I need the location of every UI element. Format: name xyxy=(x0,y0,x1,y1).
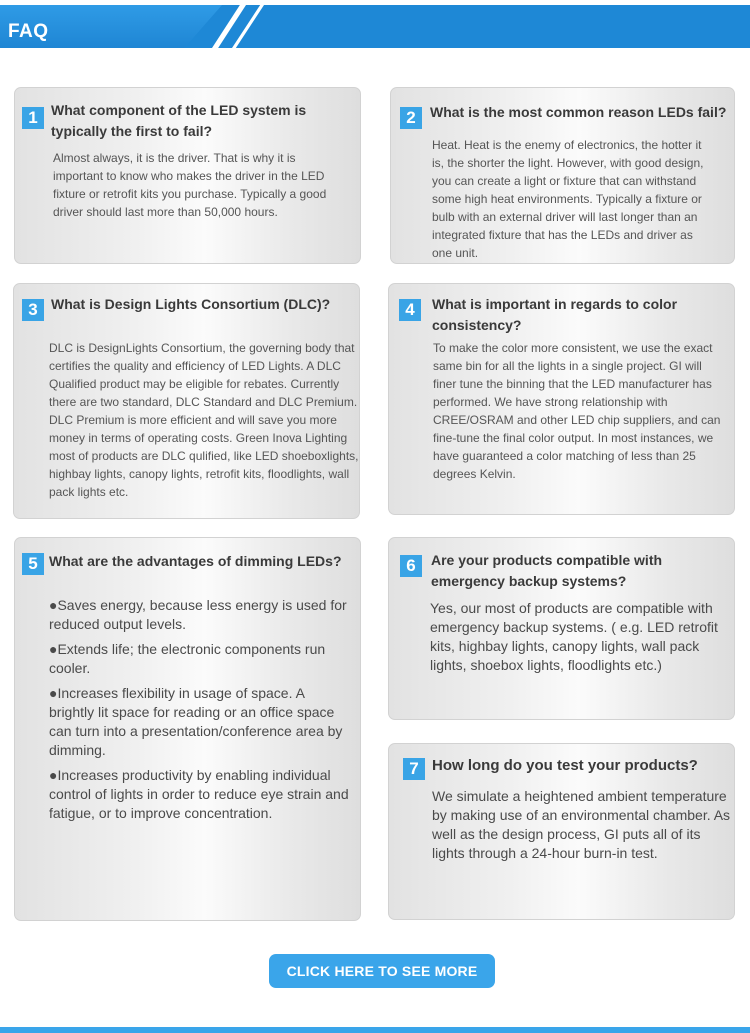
faq-card-1 xyxy=(14,87,361,264)
faq-number-badge: 5 xyxy=(22,553,44,575)
faq-question: Are your products compatible with emergency backup systems? xyxy=(431,552,663,589)
faq-number-badge: 3 xyxy=(22,299,44,321)
faq-answer-list xyxy=(49,596,349,823)
faq-number-badge: 4 xyxy=(399,299,421,321)
faq-answer: To make the color more consistent, we use the exact same bin for all the lights in a single project. GI will finer tune the binning that the LED manufacturer has performed. We have strong relationship with CREE/OSRAM and other LED chip suppliers, and can fine-tune the final color output. In most instances, we have guaranteed a color matching of less than 25 degrees Kelvin. xyxy=(433,341,721,481)
page-title: FAQ xyxy=(8,21,49,42)
faq-card-7 xyxy=(388,743,735,920)
faq-question: What are the advantages of dimming LEDs? xyxy=(49,553,342,569)
faq-header xyxy=(0,5,750,48)
faq-question: What is important in regards to color consistency? xyxy=(432,296,678,333)
faq-question: What component of the LED system is typically the first to fail? xyxy=(51,102,307,139)
faq-card-2 xyxy=(390,87,735,264)
faq-card-3 xyxy=(13,283,360,519)
faq-card-6 xyxy=(388,537,735,720)
faq-number-badge: 7 xyxy=(403,758,425,780)
faq-card-5 xyxy=(14,537,361,921)
list-item: ●Increases productivity by enabling individual control of lights in order to reduce eye strain and fatigue, or to improve concentration. xyxy=(49,767,349,821)
faq-answer: Heat. Heat is the enemy of electronics, the hotter it is, the shorter the light. However, with good design, you can create a light or fixture that can withstand some high heat environments. Typically a fixture or bulb with an external driver will last longer than an integrated fixture that has the LEDs and driver as one unit. xyxy=(432,138,704,260)
faq-question: What is the most common reason LEDs fail? xyxy=(430,104,727,120)
faq-number-badge: 6 xyxy=(400,555,422,577)
faq-answer: Yes, our most of products are compatible with emergency backup systems. ( e.g. LED retrofit kits, highbay lights, canopy lights, wall pack lights, shoebox lights, floodlights etc.) xyxy=(430,600,718,673)
footer-bar xyxy=(0,1027,750,1033)
faq-question: How long do you test your products? xyxy=(432,757,698,774)
see-more-button[interactable]: CLICK HERE TO SEE MORE xyxy=(269,954,495,988)
faq-answer: DLC is DesignLights Consortium, the governing body that certifies the quality and efficiency of LED Lights. A DLC Qualified product may be eligible for rebates. Currently there are two standard, DLC Standard and DLC Premium. DLC Premium is more efficient and will save you more money in terms of operating costs. Green Inova Lighting most of products are DLC qulified, like LED shoeboxlights, highbay lights, canopy lights, retrofit kits, floodlights, wall pack lights etc. xyxy=(49,341,359,499)
list-item: ●Extends life; the electronic components run cooler. xyxy=(49,641,326,676)
faq-card-4 xyxy=(388,283,735,515)
faq-answer: Almost always, it is the driver. That is why it is important to know who makes the driver in the LED fixture or retrofit kits you purchase. Typically a good driver should last more than 50,000 hours. xyxy=(53,151,327,219)
list-item: ●Increases flexibility in usage of space. A brightly lit space for reading or an office space can turn into a presentation/conference area by dimming. xyxy=(49,685,343,758)
list-item: ●Saves energy, because less energy is used for reduced output levels. xyxy=(49,597,347,632)
faq-number-badge: 2 xyxy=(400,107,422,129)
faq-number-badge: 1 xyxy=(22,107,44,129)
faq-answer: We simulate a heightened ambient temperature by making use of an environmental chamber. As well as the design process, GI puts all of its lights through a 24-hour burn-in test. xyxy=(432,788,731,861)
faq-question: What is Design Lights Consortium (DLC)? xyxy=(51,296,331,312)
